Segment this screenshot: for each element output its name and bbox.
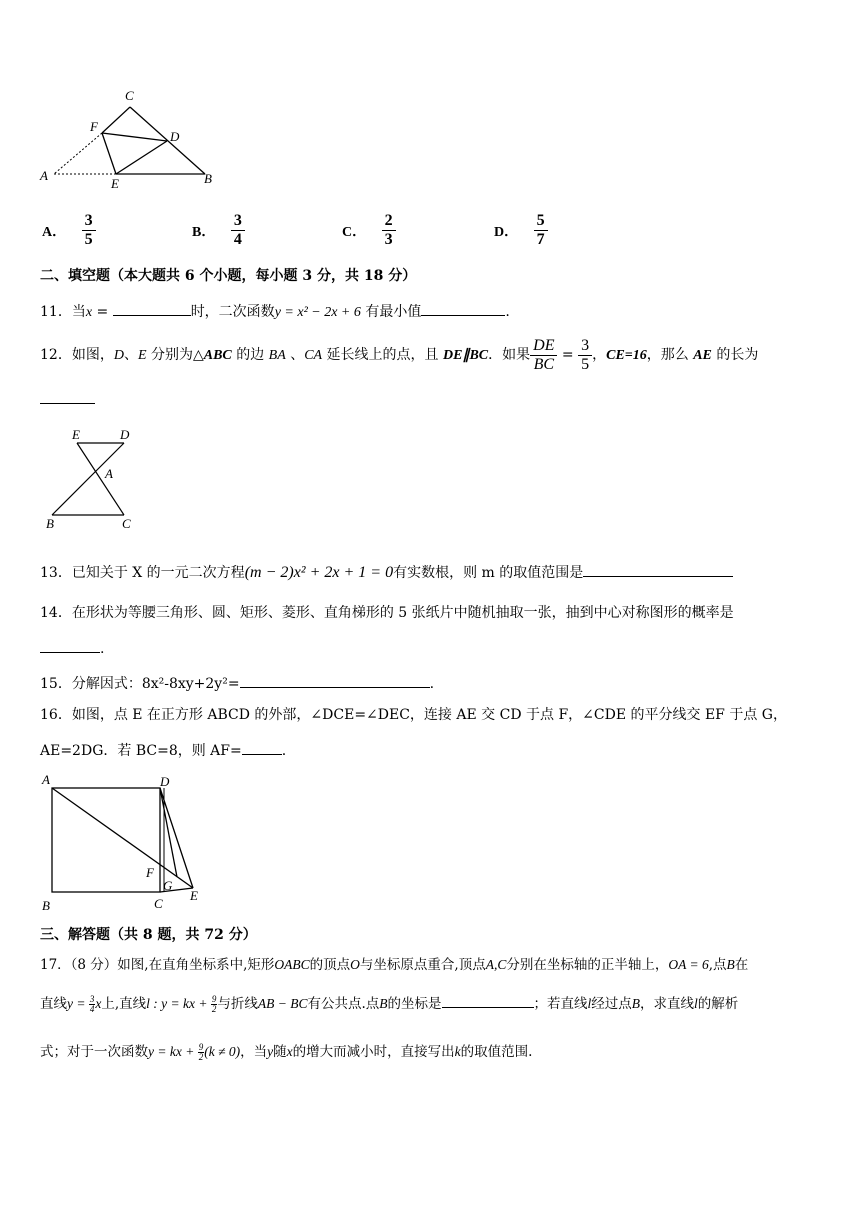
question-17-line-3: 式；对于一次函数y = kx + $\frac{9}{2}$ (k ≠ 0)，当y随x的增大而减小时，直接写出k的取值范围. [40, 1042, 533, 1062]
question-11: 11．当x = 时，二次函数y = x² − 2x + 6 有最小值 . [40, 301, 510, 323]
label-a: A [105, 466, 113, 481]
label-e: E [72, 427, 80, 442]
option-d: D． $\frac{5}{7}$ [494, 212, 548, 249]
segment-ed [116, 141, 167, 174]
label-b: B [46, 516, 54, 531]
segment-ae [52, 788, 193, 888]
question-12: 12．如图，D、E 分别为△ABC 的边 BA 、CA 延长线上的点，且 DE∥BC．如果 $\frac{DE}{BC}$ = $\frac{3}{5}$ ，CE=16，那么 AE 的长为 [40, 336, 759, 373]
question-17-line-2: 直线y = $\frac{3}{4}$ x上,直线l : y = kx + $\frac{9}{2}$ 与折线AB − BC有公共点.点B的坐标是 ；若直线l经过点B，求直线l的解析 [40, 994, 739, 1014]
label-f: F [90, 119, 98, 134]
segment-fe [102, 133, 116, 174]
question-17-line-1: 17．（8 分）如图,在直角坐标系中,矩形OABC的顶点O与坐标原点重合,顶点A,C分别在坐标轴的正半轴上，OA = 6,点B在 [40, 957, 749, 973]
segment-fa-dotted [54, 133, 102, 174]
figure-q12 [40, 425, 150, 535]
label-d: D [120, 427, 130, 442]
segment-cb [130, 107, 205, 174]
label-a: A [40, 168, 48, 183]
label-c: C [125, 88, 134, 103]
section-3-title: 三、解答题（共 8 题，共 72 分） [40, 927, 257, 943]
figure-q10 [30, 85, 230, 195]
question-16-line-1: 16．如图，点 E 在正方形 ABCD 的外部，∠DCE=∠DEC，连接 AE 交 CD 于点 F，∠CDE 的平分线交 EF 于点 G， [40, 707, 787, 723]
answer-blank-12 [40, 403, 95, 404]
segment-dab [52, 443, 124, 515]
label-e: E [111, 176, 119, 191]
label-b: B [42, 898, 50, 913]
question-15: 15．分解因式：8x²-8xy+2y²= . [40, 673, 434, 694]
label-b: B [204, 171, 212, 186]
label-a: A [42, 772, 50, 787]
option-c: C． $\frac{2}{3}$ [342, 212, 396, 249]
segment-eac [77, 443, 124, 515]
label-g: G [163, 878, 173, 893]
option-a: A． $\frac{3}{5}$ [42, 212, 96, 249]
figure-q16 [36, 770, 216, 918]
label-d: D [160, 774, 170, 789]
section-2-title: 二、填空题（本大题共 6 个小题，每小题 3 分，共 18 分） [40, 268, 417, 284]
square-abcd [52, 788, 160, 892]
segment-fd [102, 133, 167, 141]
question-13: 13．已知关于 X 的一元二次方程(m − 2)x² + 2x + 1 = 0有实数根，则 m 的取值范围是 [40, 562, 733, 583]
label-c: C [154, 896, 163, 911]
label-f: F [146, 865, 154, 880]
question-14-blank: . [40, 638, 104, 659]
question-14: 14．在形状为等腰三角形、圆、矩形、菱形、直角梯形的 5 张纸片中随机抽取一张，抽到中心对称图形的概率是 [40, 605, 734, 621]
segment-cf [102, 107, 130, 133]
question-16-line-2: AE=2DG．若 BC=8，则 AF= . [40, 740, 286, 761]
label-c: C [122, 516, 131, 531]
option-b: B． $\frac{3}{4}$ [192, 212, 245, 249]
label-d: D [170, 129, 180, 144]
label-e: E [190, 888, 198, 903]
